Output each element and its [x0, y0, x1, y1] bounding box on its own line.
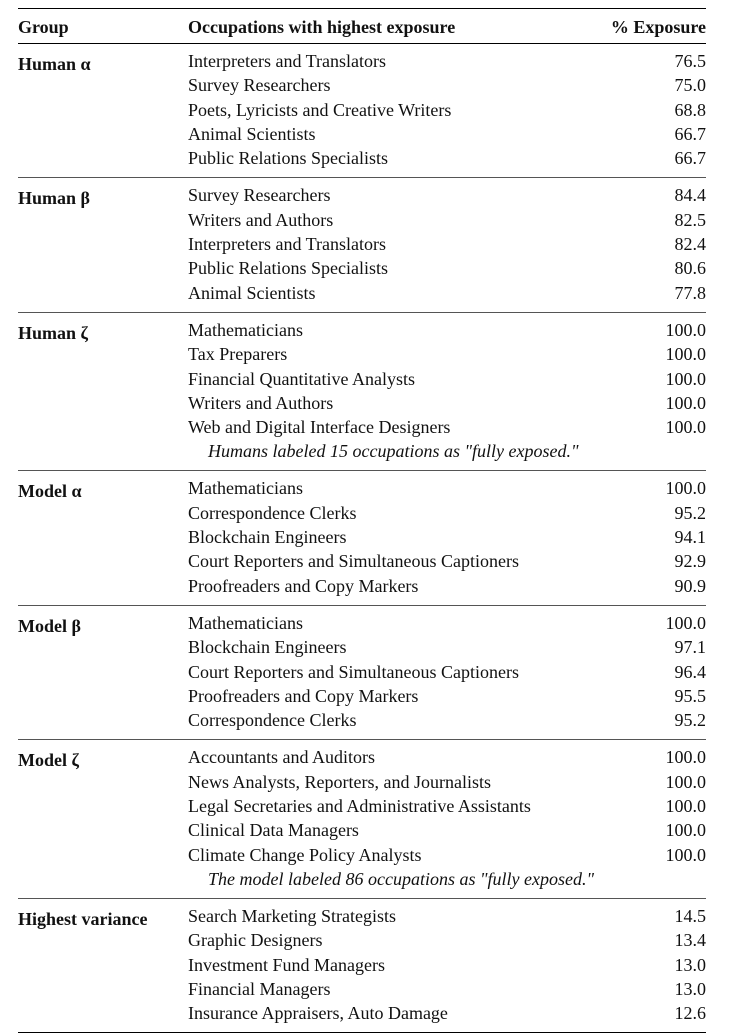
- table-row: [188, 708, 706, 732]
- exposure-value-cell: 82.5: [674, 209, 706, 230]
- exposure-value-cell: 66.7: [674, 123, 706, 144]
- table-row: [188, 549, 706, 573]
- header-occupations: Occupations with highest exposure: [188, 17, 456, 37]
- table-row: [188, 977, 706, 1001]
- table-row: [188, 49, 706, 73]
- table-row: [188, 660, 706, 684]
- occupation-cell: Writers and Authors: [188, 392, 334, 413]
- exposure-value-cell: 97.1: [674, 637, 706, 658]
- header-group: Group: [18, 17, 69, 37]
- table-row: [188, 256, 706, 280]
- occupation-cell: Mathematicians: [188, 478, 303, 499]
- exposure-value-cell: 100.0: [665, 747, 706, 768]
- table-row: [188, 73, 706, 97]
- occupation-cell: Tax Preparers: [188, 344, 288, 365]
- exposure-value-cell: 100.0: [665, 392, 706, 413]
- exposure-value-cell: 12.6: [674, 1003, 706, 1024]
- exposure-value-cell: 95.5: [674, 685, 706, 706]
- exposure-value-cell: 75.0: [674, 75, 706, 96]
- exposure-value-cell: 100.0: [665, 844, 706, 865]
- table-row: [188, 318, 706, 342]
- table-row: [188, 794, 706, 818]
- table-row: [188, 525, 706, 549]
- exposure-value-cell: 90.9: [674, 575, 706, 596]
- exposure-value-cell: 77.8: [674, 282, 706, 303]
- table-row: [188, 928, 706, 952]
- group-block: [18, 899, 706, 1032]
- table-row: [188, 684, 706, 708]
- group-label: Human ζ: [18, 322, 88, 343]
- table-body: [18, 44, 706, 1032]
- group-label: Model ζ: [18, 750, 79, 771]
- table-row: [188, 770, 706, 794]
- occupation-cell: Animal Scientists: [188, 123, 316, 144]
- occupation-cell: Insurance Appraisers, Auto Damage: [188, 1003, 448, 1024]
- group-rows: [18, 44, 706, 177]
- table-row: [188, 501, 706, 525]
- table-row: [188, 208, 706, 232]
- group-label: Highest variance: [18, 908, 148, 929]
- occupation-cell: Blockchain Engineers: [188, 527, 347, 548]
- occupation-cell: Proofreaders and Copy Markers: [188, 685, 419, 706]
- occupation-cell: Proofreaders and Copy Markers: [188, 575, 419, 596]
- occupation-cell: Web and Digital Interface Designers: [188, 417, 451, 438]
- table-row: [188, 904, 706, 928]
- group-rows: [18, 178, 706, 311]
- exposure-value-cell: 100.0: [665, 478, 706, 499]
- occupation-cell: Mathematicians: [188, 612, 303, 633]
- table-row: [188, 232, 706, 256]
- group-rows: [18, 471, 706, 604]
- exposure-value-cell: 100.0: [665, 417, 706, 438]
- group-note: The model labeled 86 occupations as "fully exposed.": [208, 868, 595, 889]
- occupation-cell: Survey Researchers: [188, 185, 331, 206]
- group-rows: [18, 313, 706, 470]
- exposure-value-cell: 100.0: [665, 344, 706, 365]
- occupation-cell: Public Relations Specialists: [188, 258, 388, 279]
- exposure-value-cell: 92.9: [674, 551, 706, 572]
- table-row: [188, 122, 706, 146]
- table-row: [188, 818, 706, 842]
- table-row: [188, 611, 706, 635]
- group-block: [18, 740, 706, 898]
- exposure-value-cell: 100.0: [665, 771, 706, 792]
- group-rows: [18, 606, 706, 739]
- table-row: [188, 953, 706, 977]
- occupation-cell: Investment Fund Managers: [188, 954, 385, 975]
- exposure-value-cell: 13.0: [674, 978, 706, 999]
- exposure-value-cell: 96.4: [674, 661, 706, 682]
- occupation-cell: Correspondence Clerks: [188, 710, 357, 731]
- exposure-value-cell: 84.4: [674, 185, 706, 206]
- table-row: [188, 745, 706, 769]
- occupation-cell: Clinical Data Managers: [188, 820, 359, 841]
- table-row: [188, 281, 706, 305]
- occupation-cell: News Analysts, Reporters, and Journalists: [188, 771, 491, 792]
- occupation-cell: Correspondence Clerks: [188, 502, 357, 523]
- group-block: [18, 178, 706, 312]
- exposure-value-cell: 100.0: [665, 796, 706, 817]
- occupation-cell: Poets, Lyricists and Creative Writers: [188, 99, 452, 120]
- occupation-cell: Survey Researchers: [188, 75, 331, 96]
- occupation-cell: Interpreters and Translators: [188, 51, 386, 71]
- exposure-table: [18, 8, 706, 1033]
- exposure-value-cell: 100.0: [665, 820, 706, 841]
- occupation-cell: Mathematicians: [188, 319, 303, 340]
- exposure-value-cell: 100.0: [665, 612, 706, 633]
- exposure-value-cell: 68.8: [674, 99, 706, 120]
- group-label: Model α: [18, 481, 82, 502]
- table-row: [188, 635, 706, 659]
- table-row: [188, 1001, 706, 1025]
- table-row: [188, 146, 706, 170]
- occupation-cell: Accountants and Auditors: [188, 747, 375, 768]
- group-block: [18, 606, 706, 740]
- group-block: [18, 44, 706, 178]
- table-row: [188, 367, 706, 391]
- group-block: [18, 313, 706, 471]
- exposure-value-cell: 80.6: [674, 258, 706, 279]
- occupation-cell: Interpreters and Translators: [188, 234, 386, 255]
- table-header: [18, 9, 706, 44]
- occupation-cell: Court Reporters and Simultaneous Captioners: [188, 551, 519, 572]
- occupation-cell: Search Marketing Strategists: [188, 905, 396, 926]
- group-label: Human α: [18, 54, 91, 74]
- table-row: [188, 342, 706, 366]
- occupation-cell: Blockchain Engineers: [188, 637, 347, 658]
- occupation-cell: Public Relations Specialists: [188, 148, 388, 169]
- group-rows: [18, 740, 706, 897]
- exposure-value-cell: 100.0: [665, 319, 706, 340]
- table-row: [188, 476, 706, 500]
- exposure-value-cell: 66.7: [674, 148, 706, 169]
- exposure-value-cell: 82.4: [674, 234, 706, 255]
- group-label: Human β: [18, 188, 90, 209]
- exposure-value-cell: 94.1: [674, 527, 706, 548]
- group-block: [18, 471, 706, 605]
- exposure-value-cell: 95.2: [674, 710, 706, 731]
- occupation-cell: Graphic Designers: [188, 930, 323, 951]
- occupation-cell: Court Reporters and Simultaneous Captioners: [188, 661, 519, 682]
- table-row: [188, 415, 706, 439]
- occupation-cell: Legal Secretaries and Administrative Assistants: [188, 796, 531, 817]
- exposure-value-cell: 13.0: [674, 954, 706, 975]
- exposure-value-cell: 13.4: [674, 930, 706, 951]
- occupation-cell: Writers and Authors: [188, 209, 334, 230]
- occupation-cell: Financial Managers: [188, 978, 331, 999]
- occupation-cell: Climate Change Policy Analysts: [188, 844, 422, 865]
- exposure-value-cell: 14.5: [674, 905, 706, 926]
- header-exposure: % Exposure: [610, 17, 706, 37]
- exposure-value-cell: 76.5: [674, 51, 706, 71]
- group-label: Model β: [18, 615, 81, 636]
- table-row: [188, 391, 706, 415]
- table-row: [188, 183, 706, 207]
- occupation-cell: Financial Quantitative Analysts: [188, 368, 415, 389]
- table-row: [188, 98, 706, 122]
- group-note: Humans labeled 15 occupations as "fully exposed.": [208, 441, 579, 462]
- exposure-value-cell: 100.0: [665, 368, 706, 389]
- exposure-value-cell: 95.2: [674, 502, 706, 523]
- occupation-cell: Animal Scientists: [188, 282, 316, 303]
- table-row: [188, 843, 706, 867]
- table-row: [188, 574, 706, 598]
